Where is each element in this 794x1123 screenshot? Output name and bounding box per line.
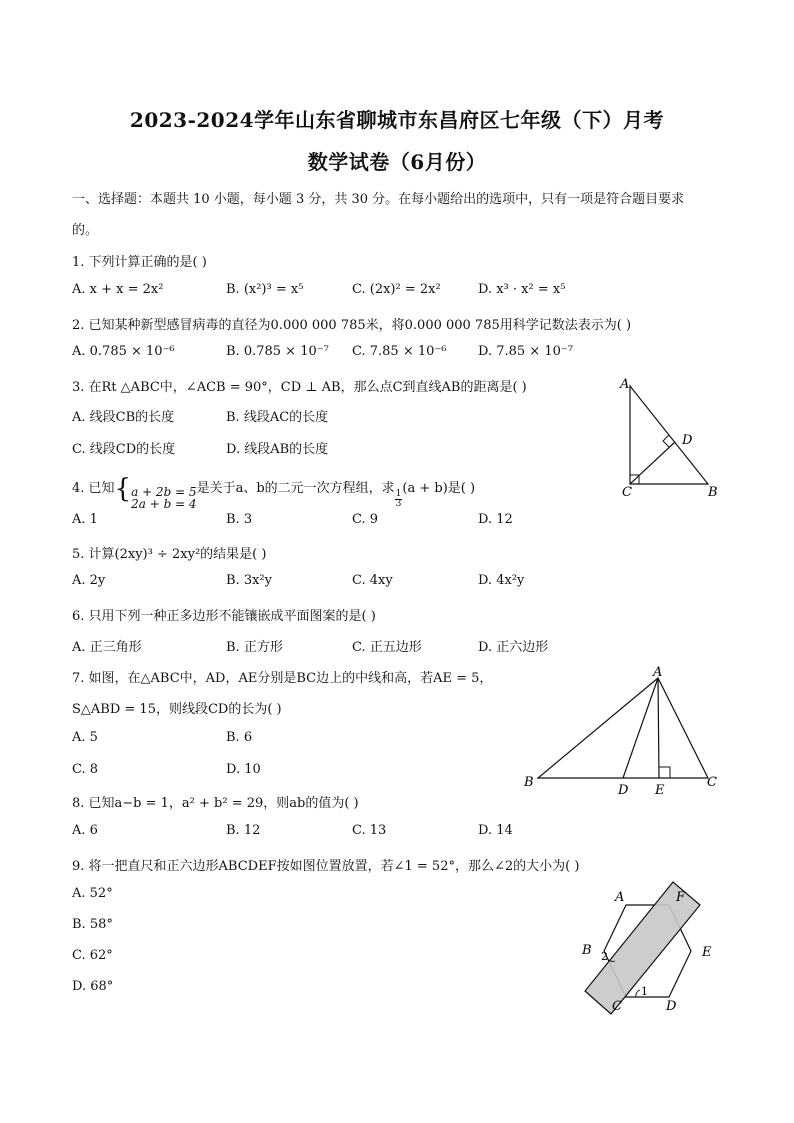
figure-q7-triangle xyxy=(518,664,728,798)
figure-q9-hexagon-ruler xyxy=(572,876,722,1021)
q3-option-b[interactable]: B. 线段AC的长度 xyxy=(226,410,329,425)
q9-option-b[interactable]: B. 58° xyxy=(72,917,113,932)
q1-option-c[interactable]: C. (2x)² = 2x² xyxy=(352,282,441,297)
q2-option-c[interactable]: C. 7.85 × 10⁻⁶ xyxy=(352,344,447,359)
section-header: 一、选择题：本题共 10 小题，每小题 3 分，共 30 分。在每小题给出的选项中，只有一项是符合题目要求 xyxy=(72,192,685,207)
q1-option-b[interactable]: B. (x²)³ = x⁵ xyxy=(226,282,304,297)
q4-option-a[interactable]: A. 1 xyxy=(72,512,98,527)
fig9-label-f: F xyxy=(676,890,686,905)
q9-option-d[interactable]: D. 68° xyxy=(72,979,114,994)
fig9-label-a: A xyxy=(615,890,625,905)
fig3-label-c: C xyxy=(622,485,632,500)
q4-option-b[interactable]: B. 3 xyxy=(226,512,253,527)
q1-option-a[interactable]: A. x + x = 2x² xyxy=(72,282,164,297)
fig3-label-b: B xyxy=(708,485,718,500)
q4-eq2: 2a + b = 4 xyxy=(131,497,197,511)
q5-option-c[interactable]: C. 4xy xyxy=(352,573,393,588)
q4-stem-pre: 4. 已知 xyxy=(72,481,115,496)
fig9-label-e: E xyxy=(702,945,712,960)
q4-brace: { xyxy=(114,474,132,504)
q4-frac-den: 3 xyxy=(395,499,402,509)
question-6-stem: 6. 只用下列一种正多边形不能镶嵌成平面图案的是( ) xyxy=(72,609,376,624)
q3-option-d[interactable]: D. 线段AB的长度 xyxy=(226,442,329,457)
fig7-label-c: C xyxy=(707,775,717,790)
q7-option-d[interactable]: D. 10 xyxy=(226,762,261,777)
fig9-angle-1: 1 xyxy=(641,985,648,998)
q7-option-b[interactable]: B. 6 xyxy=(226,730,253,745)
question-4-stem xyxy=(72,474,475,510)
question-8-stem: 8. 已知a−b = 1，a² + b² = 29，则ab的值为( ) xyxy=(72,796,359,811)
question-3-stem: 3. 在Rt △ABC中，∠ACB = 90°，CD ⊥ AB，那么点C到直线AB的距离是( ) xyxy=(72,380,527,395)
q5-option-d[interactable]: D. 4x²y xyxy=(478,573,525,588)
fig9-label-d: D xyxy=(666,999,677,1014)
q2-option-a[interactable]: A. 0.785 × 10⁻⁶ xyxy=(72,344,175,359)
q7-option-c[interactable]: C. 8 xyxy=(72,762,99,777)
figure-q3-right-triangle xyxy=(612,372,732,500)
q9-option-a[interactable]: A. 52° xyxy=(72,886,113,901)
question-5-stem: 5. 计算(2xy)³ ÷ 2xy²的结果是( ) xyxy=(72,547,267,562)
q4-stem-mid: 是关于a、b的二元一次方程组，求 xyxy=(196,481,395,496)
q4-stem-post: (a + b)是( ) xyxy=(402,481,476,496)
q4-option-d[interactable]: D. 12 xyxy=(478,512,513,527)
q8-option-d[interactable]: D. 14 xyxy=(478,823,513,838)
q1-option-d[interactable]: D. x³ · x² = x⁵ xyxy=(478,282,566,297)
fig7-label-d: D xyxy=(618,783,629,798)
fig7-label-b: B xyxy=(524,775,534,790)
q4-equation-system xyxy=(131,486,196,510)
section-header-cont: 的。 xyxy=(72,223,99,238)
fig7-label-e: E xyxy=(655,783,665,798)
q9-option-c[interactable]: C. 62° xyxy=(72,948,113,963)
fig7-label-a: A xyxy=(653,665,663,680)
q8-option-b[interactable]: B. 12 xyxy=(226,823,261,838)
q2-option-b[interactable]: B. 0.785 × 10⁻⁷ xyxy=(226,344,329,359)
question-9-stem: 9. 将一把直尺和正六边形ABCDEF按如图位置放置，若∠1 = 52°，那么∠2的大小为( ) xyxy=(72,859,580,874)
fig3-label-a: A xyxy=(620,377,630,392)
q8-option-c[interactable]: C. 13 xyxy=(352,823,387,838)
q6-option-c[interactable]: C. 正五边形 xyxy=(352,640,422,655)
q6-option-d[interactable]: D. 正六边形 xyxy=(478,640,549,655)
q7-option-a[interactable]: A. 5 xyxy=(72,730,98,745)
question-1-stem: 1. 下列计算正确的是( ) xyxy=(72,255,207,270)
q5-option-b[interactable]: B. 3x²y xyxy=(226,573,272,588)
paper-title-line1: 2023-2024学年山东省聊城市东昌府区七年级（下）月考 xyxy=(129,108,665,132)
q8-option-a[interactable]: A. 6 xyxy=(72,823,98,838)
paper-title-line2: 数学试卷（6月份） xyxy=(307,150,487,174)
question-7-stem-cont: S△ABD = 15，则线段CD的长为( ) xyxy=(72,702,282,717)
q4-frac-num: 1 xyxy=(395,489,402,499)
q4-option-c[interactable]: C. 9 xyxy=(352,512,379,527)
question-7-stem: 7. 如图，在△ABC中，AD，AE分别是BC边上的中线和高，若AE = 5， xyxy=(72,671,493,686)
q2-option-d[interactable]: D. 7.85 × 10⁻⁷ xyxy=(478,344,573,359)
q5-option-a[interactable]: A. 2y xyxy=(72,573,106,588)
q3-option-a[interactable]: A. 线段CB的长度 xyxy=(72,410,175,425)
q6-option-a[interactable]: A. 正三角形 xyxy=(72,640,142,655)
fig9-label-b: B xyxy=(582,943,592,958)
q4-eq1: a + 2b = 5 xyxy=(131,485,197,499)
fig9-angle-2: 2 xyxy=(601,950,608,963)
q3-option-c[interactable]: C. 线段CD的长度 xyxy=(72,442,176,457)
fig9-label-c: C xyxy=(612,999,622,1014)
question-2-stem: 2. 已知某种新型感冒病毒的直径为0.000 000 785米，将0.000 000 785用科学记数法表示为( ) xyxy=(72,318,632,333)
fig3-label-d: D xyxy=(682,433,693,448)
q6-option-b[interactable]: B. 正方形 xyxy=(226,640,283,655)
